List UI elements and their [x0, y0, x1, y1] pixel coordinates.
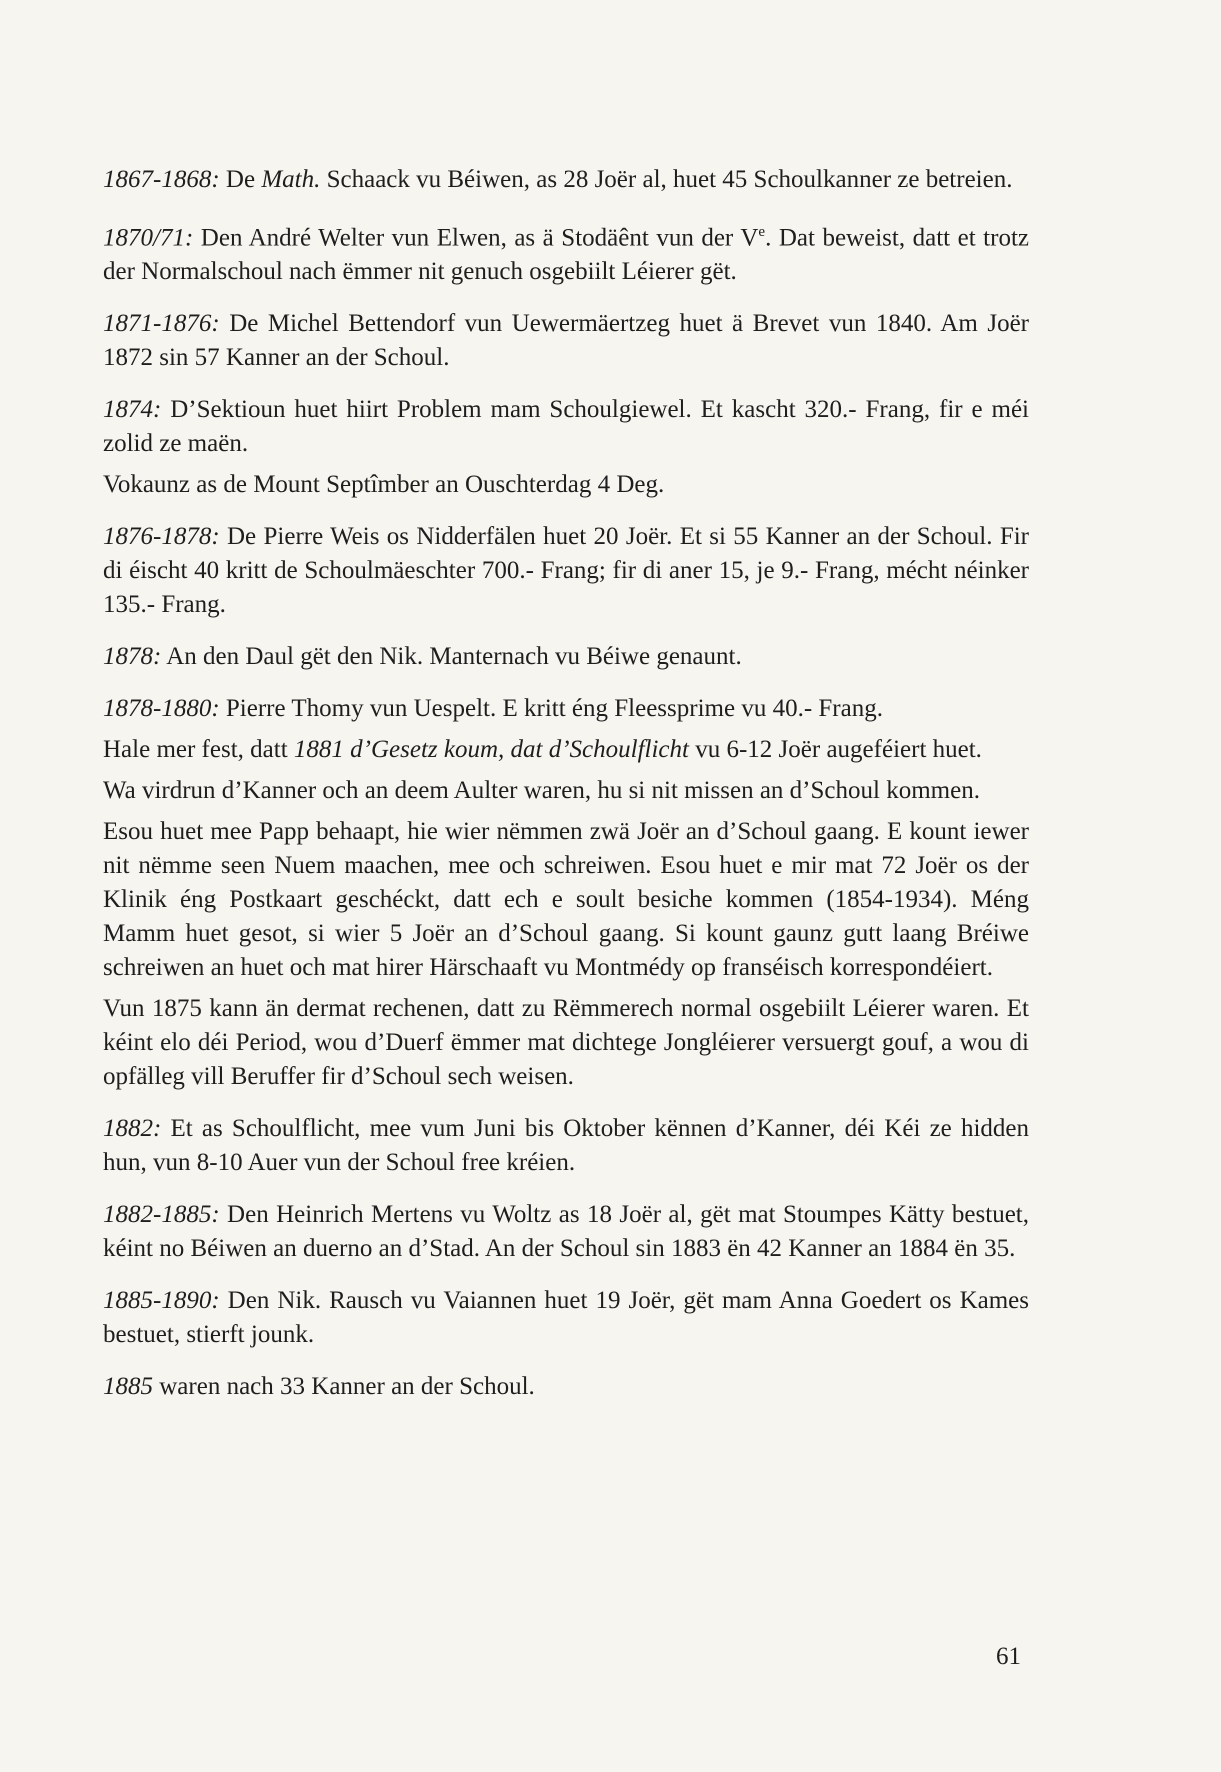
paragraph-1871-1876 [103, 307, 1029, 375]
superscript-text: e [758, 224, 766, 240]
paragraph-1878-1880 [103, 692, 1029, 726]
paragraph-text: De Michel Bettendorf vun Uewermäertzeg huet ä Brevet vun 1840. Am Joër 1872 sin 57 Kanner an der Schoul. [103, 310, 1029, 372]
text-block [103, 163, 1029, 1404]
paragraph-text: An den Daul gët den Nik. Manternach vu Béiwe genaunt. [161, 643, 742, 671]
paragraph-virdrun [103, 774, 1029, 808]
date-label: 1882-1885: [103, 1201, 220, 1229]
paragraph-text: Esou huet mee Papp behaapt, hie wier nëmmen zwä Joër an d’Schoul gaang. E kount iewer nit nëmme seen Nuem maachen, mee och schreiwen. Esou huet e mir mat 72 Joër os der Klinik éng Postkaart geschéckt, datt ech e soult besiche kommen (1854-1934). Méng Mamm huet gesot, si wier 5 Joër an d’Schoul gaang. Si kount gaunz gutt laang Bréiwe schreiwen an huet och mat hirer Härschaaft vu Montmédy op franséisch korrespondéiert. [103, 818, 1029, 982]
paragraph-1876-1878 [103, 520, 1029, 622]
paragraph-text: D’Sektioun huet hiirt Problem mam Schoulgiewel. Et kascht 320.- Frang, fir e méi zolid ze maën. [103, 396, 1029, 458]
paragraph-text: vu 6-12 Joër augeféiert huet. [688, 736, 982, 764]
paragraph-text: Vun 1875 kann än dermat rechenen, datt zu Rëmmerech normal osgebiilt Léierer waren. Et kéint elo déi Period, wou d’Duerf ëmmer mat dichtege Jongléierer versuergt gouf, a wou di opfälleg vill Beruffer fir d’Schoul sech weisen. [103, 995, 1029, 1091]
paragraph-1874 [103, 393, 1029, 461]
paragraph-text: De Pierre Weis os Nidderfälen huet 20 Joër. Et si 55 Kanner an der Schoul. Fir di éischt 40 kritt de Schoulmäeschter 700.- Frang; fir di aner 15, je 9.- Frang, mécht néinker 135.- Frang. [103, 523, 1029, 619]
paragraph-schoulflicht-law [103, 733, 1029, 767]
paragraph-papp [103, 815, 1029, 985]
page-number: 61 [996, 1643, 1021, 1670]
date-label: 1885-1890: [103, 1287, 220, 1315]
paragraph-text: . Dat beweist, datt et trotz der Normalschoul nach ëmmer nit genuch osgebiilt Léierer gët. [103, 224, 1029, 286]
paragraph-vun-1875 [103, 992, 1029, 1094]
emphasis-text: Math. [261, 166, 321, 193]
date-label: 1885 [103, 1373, 153, 1401]
paragraph-text: De [219, 166, 262, 193]
paragraph-text: Den Nik. Rausch vu Vaiannen huet 19 Joër, gët mam Anna Goedert os Kames bestuet, stierft jounk. [103, 1287, 1029, 1349]
paragraph-vokaunz [103, 468, 1029, 502]
date-label: 1867-1868: [103, 166, 220, 193]
paragraph-1882-1885 [103, 1198, 1029, 1266]
paragraph-text: Wa virdrun d’Kanner och an deem Aulter waren, hu si nit missen an d’Schoul kommen. [103, 777, 980, 805]
date-label: 1878-1880: [103, 695, 220, 723]
paragraph-1867-1868 [103, 163, 1029, 197]
date-label: 1876-1878: [103, 523, 220, 551]
paragraph-text: waren nach 33 Kanner an der Schoul. [153, 1373, 535, 1401]
paragraph-text: Den Heinrich Mertens vu Woltz as 18 Joër al, gët mat Stoumpes Kätty bestuet, kéint no Béiwen an duerno an d’Stad. An der Schoul sin 1883 ën 42 Kanner an 1884 ën 35. [103, 1201, 1029, 1263]
date-label: 1882: [103, 1115, 162, 1143]
emphasis-text: 1881 d’Gesetz koum, dat d’Schoulflicht [293, 736, 689, 764]
paragraph-1885-1890 [103, 1284, 1029, 1352]
date-label: 1870/71: [103, 224, 194, 252]
paragraph-text: Et as Schoulflicht, mee vum Juni bis Oktober kënnen d’Kanner, déi Kéi ze hidden hun, vun 8-10 Auer vun der Schoul free kréien. [103, 1115, 1029, 1177]
paragraph-1882 [103, 1112, 1029, 1180]
paragraph-text: Vokaunz as de Mount Septîmber an Ouschterdag 4 Deg. [103, 471, 665, 499]
paragraph-1878 [103, 640, 1029, 674]
paragraph-text: Den André Welter vun Elwen, as ä Stodäênt vun der V [193, 224, 759, 252]
paragraph-1885 [103, 1370, 1029, 1404]
date-label: 1878: [103, 643, 162, 671]
paragraph-text: Hale mer fest, datt [103, 736, 294, 764]
paragraph-1870-71 [103, 215, 1029, 289]
date-label: 1874: [103, 396, 162, 424]
date-label: 1871-1876: [103, 310, 220, 338]
paragraph-text: Pierre Thomy vun Uespelt. E kritt éng Fleessprime vu 40.- Frang. [219, 695, 883, 723]
paragraph-text: Schaack vu Béiwen, as 28 Joër al, huet 45 Schoulkanner ze betreien. [320, 166, 1013, 193]
